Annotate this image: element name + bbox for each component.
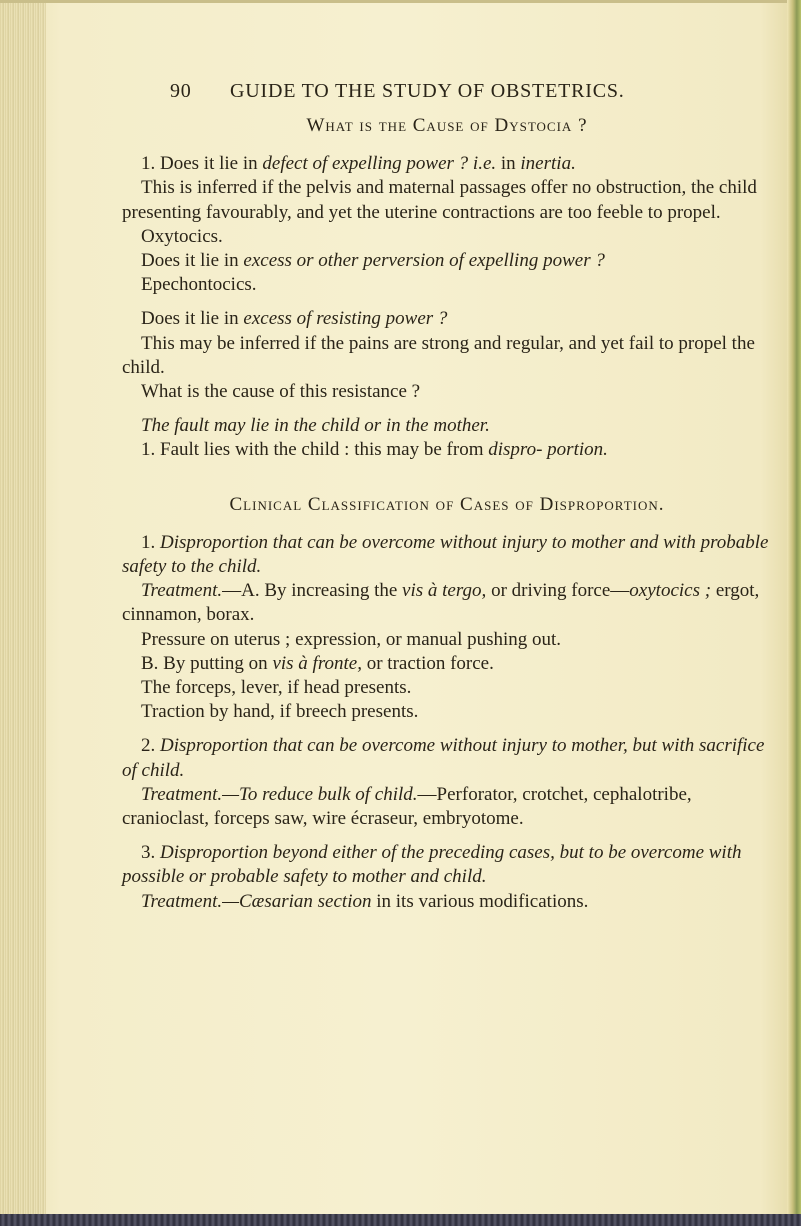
question-3: Does it lie in excess of resisting power ?: [141, 308, 448, 330]
page-top-edge: [0, 0, 801, 3]
fault-item-1: 1. Fault lies with the child : this may be from dispro- portion.: [141, 439, 608, 461]
classification-item-1-treatment: Treatment.—A. By increasing the vis à tergo, or driving force—oxytocics ; ergot, cinnamon, borax.: [122, 580, 760, 626]
page-right-edge: [787, 0, 801, 1226]
fault-statement: The fault may lie in the child or in the mother.: [141, 415, 490, 437]
question-1: 1. Does it lie in defect of expelling power ? i.e. in inertia.: [141, 153, 576, 175]
classification-item-2-treatment: Treatment.—To reduce bulk of child.—Perforator, crotchet, cephalotribe, cranioclast, forceps saw, wire écraseur, embryotome.: [122, 783, 692, 830]
question-1-body: This is inferred if the pelvis and maternal passages offer no obstruction, the child presenting favourably, and yet the uterine contractions are too feeble to propel.: [122, 177, 757, 223]
oxytocics-line: Oxytocics.: [141, 225, 223, 247]
classification-item-1-traction: Traction by hand, if breech presents.: [141, 701, 419, 723]
running-title: GUIDE TO THE STUDY OF OBSTETRICS.: [230, 80, 625, 102]
page-binding-gutter: [0, 0, 46, 1226]
running-header: [170, 80, 690, 103]
question-3-body: This may be inferred if the pains are strong and regular, and yet fail to propel the child.: [122, 332, 755, 378]
classification-item-1: 1. Disproportion that can be overcome without injury to mother and with probable safety to the child.: [122, 531, 769, 578]
epechontocics-line: Epechontocics.: [141, 274, 257, 296]
classification-item-2: 2. Disproportion that can be overcome without injury to mother, but with sacrifice of child.: [122, 735, 765, 781]
classification-item-3: 3. Disproportion beyond either of the preceding cases, but to be overcome with possible or probable safety to mother and child.: [122, 842, 742, 888]
classification-item-1-forceps: The forceps, lever, if head presents.: [141, 677, 412, 699]
question-4: What is the cause of this resistance ?: [141, 381, 421, 403]
page-number: 90: [170, 80, 192, 102]
classification-item-1-pressure: Pressure on uterus ; expression, or manual pushing out.: [141, 628, 562, 650]
page-body: [122, 114, 772, 914]
page-bottom-edge: [0, 1214, 801, 1226]
question-2: Does it lie in excess or other perversion of expelling power ?: [141, 250, 605, 272]
section-heading-dystocia: What is the Cause of Dystocia ?: [306, 115, 588, 136]
section-heading-classification: Clinical Classification of Cases of Disproportion.: [229, 493, 665, 515]
classification-item-1-b: B. By putting on vis à fronte, or traction force.: [141, 652, 494, 674]
classification-item-3-treatment: Treatment.—Cæsarian section in its various modifications.: [141, 890, 589, 912]
